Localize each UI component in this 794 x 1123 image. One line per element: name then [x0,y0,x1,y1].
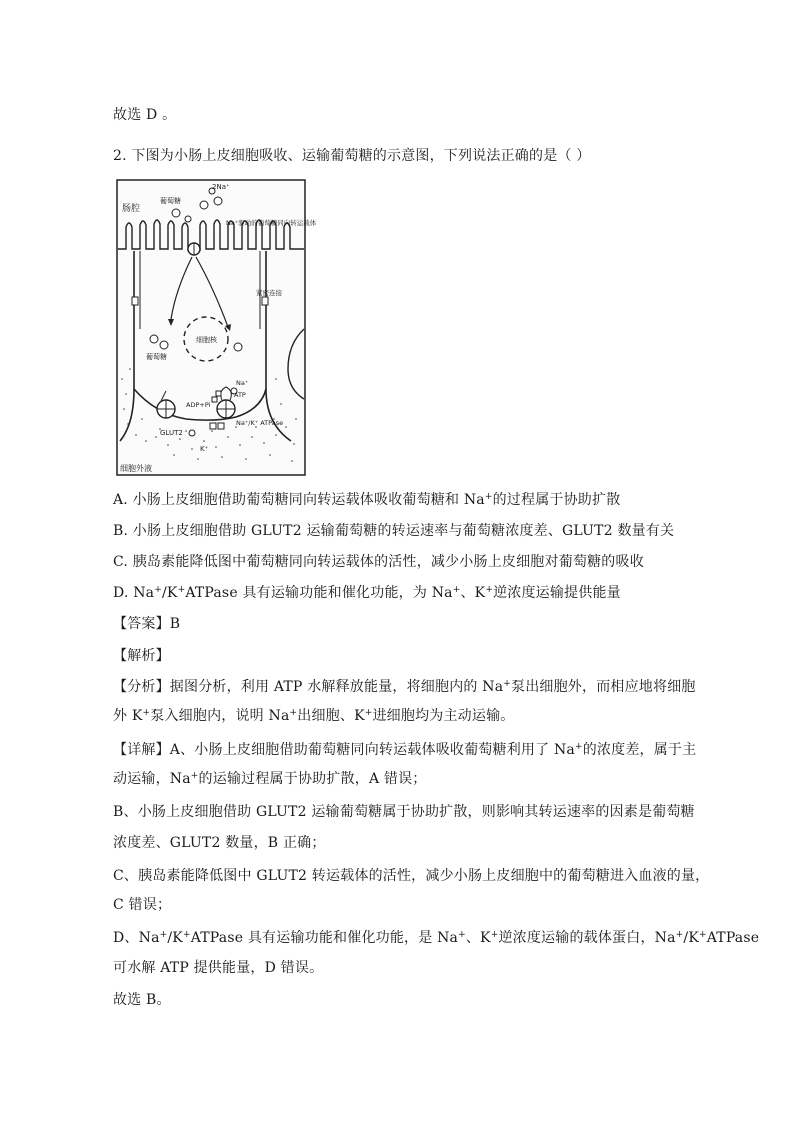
text-segment: 可水解 ATP 提供能量，D 错误。 [113,960,324,976]
text-segment: 【解析】 [113,648,170,664]
label-glut2: GLUT2 [160,429,183,437]
text-segment: 【详解】A、小肠上皮细胞借助葡萄糖同向转运载体吸收葡萄糖利用了 Na [113,742,575,758]
text-segment: 的浓度差，属于主 [582,742,697,758]
text-segment: /K [161,585,178,601]
text-segment: ATPase 具有运输功能和催化功能，是 Na [190,930,459,946]
text-segment: 泵出细胞外，而相应地将细胞 [511,679,696,695]
superscript: + [182,930,191,940]
superscript: + [159,930,168,940]
text-segment: 出细胞、K [297,708,365,724]
label-glucose-top: 葡萄糖 [160,197,181,205]
label-atp: ATP [234,391,246,399]
superscript: + [452,585,461,595]
superscript: + [154,585,162,595]
text-line-l7 [113,614,683,634]
label-k-ion: K⁺ [200,445,209,453]
text-line-l4 [113,521,683,541]
text-line-l3 [113,490,683,510]
text-segment: 逆浓度运输提供能量 [493,585,621,601]
superscript: + [190,771,199,781]
label-nucleus: 细胞核 [196,336,217,344]
text-segment: D、Na [113,930,160,946]
label-na-top: 2Na⁺ [212,183,230,191]
text-segment: 外 K [113,708,143,724]
text-segment: 、K [460,585,486,601]
text-segment: 的运输过程属于协助扩散，A 错误； [198,771,427,787]
label-glucose-cell: 葡萄糖 [146,353,167,361]
text-segment: /K [683,930,699,946]
superscript: + [484,492,493,502]
text-segment: C. 胰岛素能降低图中葡萄糖同向转运载体的活性，减少小肠上皮细胞对葡萄糖的吸收 [113,554,644,570]
text-segment: 【答案】B [113,616,181,632]
text-line-l17 [113,928,760,948]
text-line-l9 [113,677,696,697]
text-line-l5 [113,552,683,572]
label-tight-junction: 紧密连接 [256,289,282,297]
text-line-l13 [113,802,695,822]
text-line-l8 [113,646,683,666]
superscript: + [364,708,373,718]
text-segment: 逆浓度运输的载体蛋白，Na [498,930,676,946]
text-line-l2 [113,146,683,166]
text-line-l14 [113,833,683,853]
text-line-l10 [113,706,683,726]
text-segment: B、小肠上皮细胞借助 GLUT2 运输葡萄糖属于协助扩散，则影响其转运速率的因素是葡萄糖 [113,804,695,820]
label-lumen: 肠腔 [122,204,141,214]
label-adp: ADP+Pi [186,401,211,409]
text-segment: A. 小肠上皮细胞借助葡萄糖同向转运载体吸收葡萄糖和 Na [113,492,485,508]
text-line-l1 [113,105,683,125]
text-segment: ATPase 具有运输功能和催化功能，为 Na [185,585,453,601]
text-segment: 【分析】据图分析，利用 ATP 水解释放能量，将细胞内的 Na [113,679,504,695]
text-segment: 泵入细胞内，说明 Na [150,708,290,724]
text-line-l6 [113,583,683,603]
text-line-l19 [113,990,683,1010]
text-line-l15 [113,866,710,886]
text-segment: 动运输，Na [113,771,191,787]
superscript: + [142,708,151,718]
text-line-l18 [113,958,683,978]
text-segment: D. Na [113,585,155,601]
text-segment: 2. 下图为小肠上皮细胞吸收、运输葡萄糖的示意图，下列说法正确的是（ ） [113,148,591,164]
superscript: + [289,708,298,718]
label-extracellular: 细胞外液 [120,464,152,473]
intestinal-cell-diagram [116,179,317,476]
text-segment: 浓度差、GLUT2 数量，B 正确； [113,835,326,851]
text-segment: B. 小肠上皮细胞借助 GLUT2 运输葡萄糖的转运速率与葡萄糖浓度差、GLUT2 数量有关 [113,523,675,539]
text-line-l16 [113,895,683,915]
text-segment: 故选 D 。 [113,107,177,123]
text-segment: 的过程属于协助扩散 [492,492,621,508]
superscript: + [574,742,583,752]
text-segment: 故选 B。 [113,992,171,1008]
text-segment: 进细胞均为主动运输。 [372,708,515,724]
superscript: + [503,679,511,689]
text-segment: ATPase [706,930,760,946]
label-cotransporter: Na⁺驱动的葡萄糖同向转运载体 [226,219,317,227]
superscript: + [490,930,499,940]
superscript: + [458,930,466,940]
text-line-l11 [113,740,697,760]
superscript: + [675,930,684,940]
superscript: + [698,930,707,940]
text-segment: 、K [465,930,491,946]
text-segment: /K [167,930,183,946]
text-line-l12 [113,769,683,789]
label-pump: Na⁺/K⁺ ATPase [236,419,284,427]
superscript: + [485,585,494,595]
text-segment: C 错误； [113,897,172,913]
superscript: + [177,585,186,595]
text-segment: C、胰岛素能降低图中 GLUT2 转运载体的活性，减少小肠上皮细胞中的葡萄糖进入血液的量， [113,868,710,884]
label-na-pump: Na⁺ [236,379,249,387]
